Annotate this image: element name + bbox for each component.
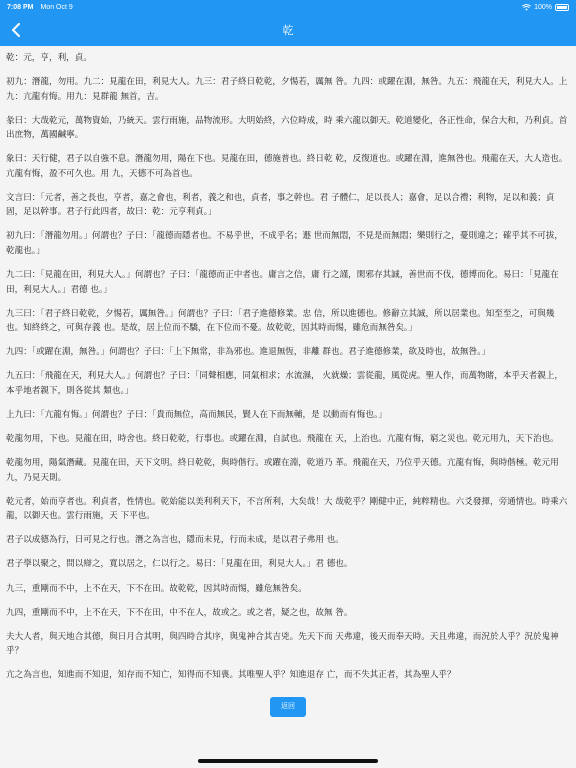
paragraph: 九五曰：「飛龍在天，利見大人。」何謂也？子曰：「同聲相應，同氣相求；水流濕， 火就燥；雲從龍，風從虎。聖人作，而萬物睹，本乎天者親上，本乎地者親下，則各從其 類也。」 (6, 371, 564, 396)
battery-percent: 100% (534, 3, 552, 11)
paragraph: 九二曰：「見龍在田，利見大人。」何謂也？子曰：「龍德而正中者也。庸言之信，庸 行之謹，閑邪存其誠，善世而不伐，德博而化。易曰：「見龍在田，利見大人。」君德 也。」 (6, 270, 559, 295)
paragraph: 乾元者，始而亨者也。利貞者，性情也。乾始能以美利利天下，不言所利，大矣哉！大 哉乾乎？剛健中正，純粹精也。六爻發揮，旁通情也。時乘六龍，以御天也。雲行雨施，天 下平也。 (6, 496, 568, 522)
paragraph: 上九曰：「亢龍有悔。」何謂也？子曰：「貴而無位，高而無民，賢人在下而無輔，是 以動而有悔也。」 (6, 409, 387, 420)
paragraph: 九三，重剛而不中，上不在天，下不在田。故乾乾，因其時而惕，雖危無咎矣。 (6, 583, 307, 594)
status-right (522, 4, 569, 11)
paragraph: 文言曰：「元者，善之長也，亨者，嘉之會也，利者，義之和也，貞者，事之幹也。君 子體仁，足以長人；嘉會，足以合禮；利物，足以和義；貞固，足以幹事。君子行此四者，故曰：乾：元亨利貞。」 (6, 192, 555, 218)
paragraph: 君子學以聚之，問以辯之，寬以居之，仁以行之。易曰：「見龍在田，利見大人。」君 德也。 (6, 559, 353, 570)
status-bar (0, 0, 576, 14)
button-row (6, 693, 570, 717)
status-date: Mon Oct 9 (40, 3, 73, 11)
back-chevron-icon[interactable] (4, 18, 28, 42)
content-area (0, 46, 576, 717)
page-title: 乾 (282, 24, 294, 37)
battery-icon (555, 4, 569, 11)
paragraph: 乾龍勿用，下也。見龍在田，時舍也。終日乾乾，行事也。或躍在淵，自試也。飛龍在 天，上治也。亢龍有悔，窮之災也。乾元用九，天下治也。 (6, 434, 559, 445)
home-indicator (198, 759, 378, 763)
paragraph: 彖曰：大哉乾元，萬物資始，乃統天。雲行雨施，品物流形。大明始終，六位時成，時 乘六龍以御天。乾道變化，各正性命，保合大和，乃利貞。首出庶物，萬國鹹寧。 (6, 115, 568, 141)
nav-bar (0, 14, 576, 46)
paragraph: 九四：「或躍在淵，無咎。」何謂也？子曰：「上下無常，非為邪也。進退無恆，非離 群也。君子進德修業，欲及時也，故無咎。」 (6, 347, 490, 358)
paragraph: 乾：元，亨，利，貞。 (6, 53, 92, 63)
paragraph: 九四，重剛而不中，上不在天，下不在田，中不在人，故或之。或之者，疑之也，故無 咎。 (6, 607, 353, 618)
paragraph: 初九：潛龍，勿用。九二：見龍在田，利見大人。九三：君子終日乾乾，夕惕若，厲無 咎。九四：或躍在淵，無咎。九五：飛龍在天，利見大人。上九：亢龍有悔。用九：見群龍 無首，吉。 (6, 77, 568, 102)
paragraph: 亢之為言也，知進而不知退，知存而不知亡，知得而不知喪。其唯聖人乎？知進退存 亡，而不失其正者，其為聖人乎？ (6, 670, 456, 681)
paragraph: 象曰：天行健，君子以自強不息。潛龍勿用，陽在下也。見龍在田，德施普也。終日乾 乾，反復道也。或躍在淵，進無咎也。飛龍在天，大人造也。亢龍有悔，盈不可久也。用 九，天德不可為首也。 (6, 154, 568, 179)
wifi-icon (522, 4, 531, 11)
paragraph: 九三曰：「君子終日乾乾，夕惕若，厲無咎。」何謂也？子曰：「君子進德修業。忠 信，所以進德也。修辭立其誠，所以居業也。知至至之，可與幾也。知終終之，可與存義 也。是故，居上位而不驕，在下位而不憂。故乾乾，因其時而惕，雖危而無咎矣。」 (6, 308, 555, 334)
status-time: 7:08 PM (7, 3, 34, 11)
paragraph: 夫大人者，與天地合其德，與日月合其明，與四時合其序，與鬼神合其吉兇。先天下而 天弗違，後天而奉天時。天且弗違，而況於人乎？況於鬼神乎？ (6, 631, 559, 657)
paragraph: 乾龍勿用，陽氣潛藏。見龍在田，天下文明。終日乾乾，與時偕行。或躍在淵，乾道乃 革。飛龍在天，乃位乎天德。亢龍有悔，與時偕極。乾元用九，乃見天則。 (6, 458, 559, 483)
paragraph: 君子以成德為行，日可見之行也。潛之為言也，隱而未見，行而未成，是以君子弗用 也。 (6, 535, 344, 546)
return-button[interactable]: 返回 (270, 697, 306, 717)
paragraph: 初九曰：「潛龍勿用。」何謂也？子曰：「龍德而隱者也。不易乎世，不成乎名；遯 世而無悶，不見是而無悶；樂則行之，憂則違之；確乎其不可拔，乾龍也。」 (6, 231, 564, 256)
